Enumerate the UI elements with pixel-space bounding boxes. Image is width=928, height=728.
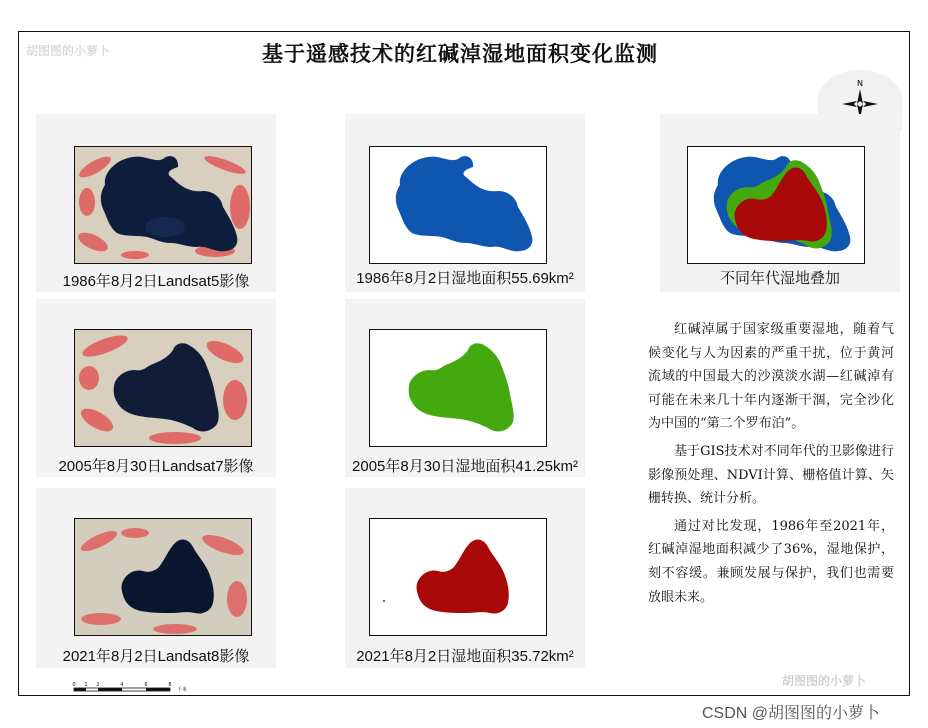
satellite-image-2021: [74, 518, 252, 636]
caption-overlay: 不同年代湿地叠加: [719, 270, 840, 287]
description-text: [648, 318, 894, 613]
caption-sat-1986: 1986年8月2日Landsat5影像: [62, 273, 250, 290]
satellite-image-2005: [74, 329, 252, 447]
satellite-image-1986: [74, 146, 252, 264]
scale-bar: [72, 678, 192, 692]
paragraph-1: 红碱淖属于国家级重要湿地，随着气候变化与人为因素的严重干扰，位于黄河流域的中国最大的沙漠淡水湖—红碱淖有可能在未来几十年内逐渐干涸，完全沙化为中国的“第二个罗布泊”。: [648, 322, 894, 432]
source-credit: CSDN @胡图图的小萝卜: [702, 705, 881, 722]
paragraph-2: 基于GIS技术对不同年代的卫影像进行影像预处理、NDVI计算、栅格值计算、矢栅转换、统计分析。: [648, 443, 894, 507]
wetland-map-1986: [369, 146, 547, 264]
caption-sat-2021: 2021年8月2日Landsat8影像: [62, 648, 250, 665]
caption-wet-2021: 2021年8月2日湿地面积35.72km²: [356, 648, 574, 665]
watermark-bottom: 胡图图的小萝卜: [782, 674, 867, 688]
watermark-top: 胡图图的小萝卜: [26, 44, 111, 58]
wetland-overlay-map: [687, 146, 865, 264]
scale-tick-0: 0: [72, 682, 76, 688]
wetland-map-2005: [369, 329, 547, 447]
caption-wet-1986: 1986年8月2日湿地面积55.69km²: [356, 270, 574, 287]
scale-tick-8: 8: [168, 682, 172, 688]
page-title: 基于遥感技术的红碱淖湿地面积变化监测: [262, 42, 658, 66]
north-label: N: [857, 79, 863, 88]
caption-wet-2005: 2005年8月30日湿地面积41.25km²: [352, 458, 578, 475]
scale-unit: 千米: [176, 687, 188, 693]
scale-tick-2: 2: [96, 682, 100, 688]
caption-sat-2005: 2005年8月30日Landsat7影像: [58, 458, 254, 475]
scale-tick-6: 6: [144, 682, 148, 688]
wetland-map-2021: [369, 518, 547, 636]
paragraph-3: 通过对比发现，1986年至2021年，红碱淖湿地面积减少了36%，湿地保护，刻不容缓。兼顾发展与保护，我们也需要放眼未来。: [648, 518, 894, 605]
scale-tick-1: 1: [84, 682, 88, 688]
scale-tick-4: 4: [120, 682, 124, 688]
